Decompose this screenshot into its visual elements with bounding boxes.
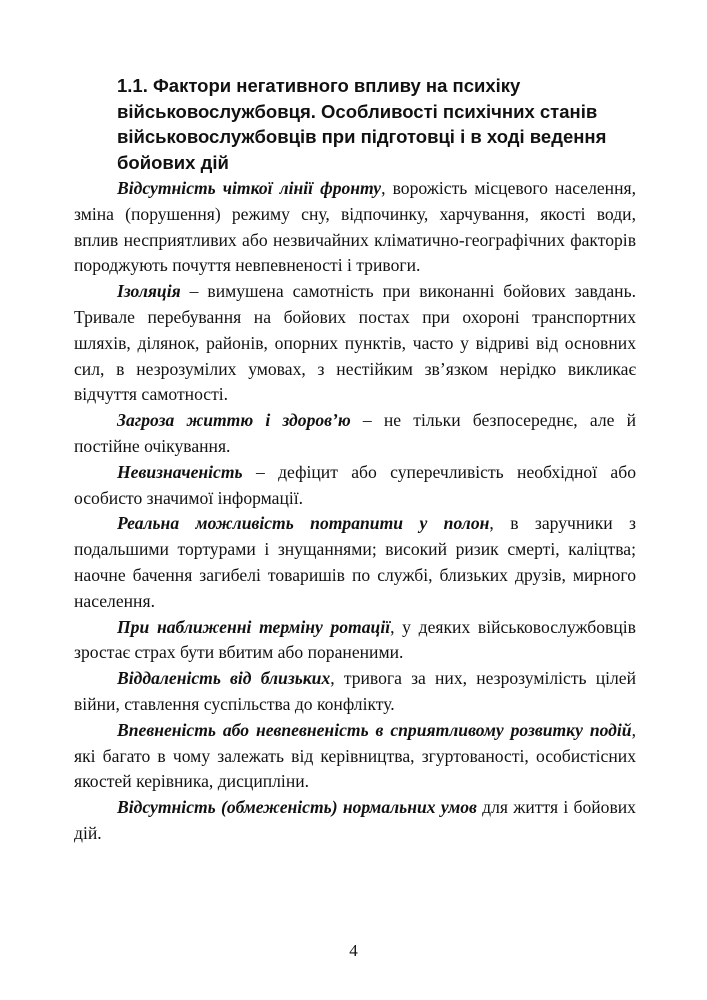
paragraph-term: При наближенні терміну ротації (117, 616, 391, 637)
paragraph-distance-from-family (74, 666, 636, 718)
paragraph-term: Ізоляція (117, 281, 181, 302)
paragraph-term: Віддаленість від близьких (117, 668, 331, 689)
paragraph-rotation (74, 615, 636, 667)
page-number: 4 (349, 941, 358, 960)
paragraph-text: , тривога за них, незрозумілість цілей війни, ставлення суспільства до конфлікту. (74, 668, 636, 714)
paragraph-text: для життя і бойових дій. (74, 797, 636, 843)
paragraph-isolation (74, 279, 636, 408)
paragraph-term: Відсутність чіткої лінії фронту (117, 178, 382, 198)
paragraph-term: Загроза життю і здоров’ю (117, 410, 351, 431)
paragraph-uncertainty (74, 460, 636, 512)
paragraph-text: – дефіцит або суперечливість необхідної або особисто значимої інформації. (74, 461, 636, 508)
paragraph-captivity (74, 511, 636, 614)
paragraph-text: , у деяких військовослужбовців зростає страх бути вбитим або пораненими. (74, 616, 636, 663)
paragraph-text: – вимушена самотність при виконанні бойових завдань. Тривале перебування на бойових постах при охороні транспортних шляхів, ділянок, районів, опорних пунктів, часто у відриві від основних сил, в незрозумілих умовах, з нестійким зв’язком нерідко викликає відчуття самотності. (74, 281, 636, 405)
paragraph-confidence (74, 718, 636, 795)
section-heading: 1.1. Фактори негативного впливу на психіку військовослужбовця. Особливості психічних станів військовослужбовців при підготовці і в ході ведення бойових дій (117, 75, 607, 173)
paragraph-no-front-line (74, 176, 636, 279)
paragraph-text: , які багато в чому залежать від керівництва, згуртованості, особистісних якостей керівника, дисципліни. (74, 719, 636, 792)
paragraph-text: , ворожість місцевого населення, зміна (порушення) режиму сну, відпочинку, харчування, якості води, вплив несприятливих або незвичайних кліматично-географічних факторів породжують почуття невпевненості і тривоги. (74, 178, 636, 276)
paragraph-term: Невизначеність (117, 461, 243, 482)
paragraph-term: Впевненість або невпевненість в сприятливому розвитку подій (117, 719, 632, 740)
paragraph-text: , в заручники з подальшими тортурами і знущаннями; високий ризик смерті, каліцтва; наочне бачення загибелі товаришів по службі, близьких друзів, мирного населення. (74, 513, 636, 611)
body-text (74, 176, 636, 847)
paragraph-text: – не тільки безпосереднє, але й постійне очікування. (74, 410, 636, 456)
paragraph-lack-of-conditions (74, 795, 636, 847)
paragraph-threat-to-life (74, 408, 636, 460)
paragraph-term: Реальна можливість потрапити у полон (117, 513, 490, 534)
paragraph-term: Відсутність (обмеженість) нормальних умов (117, 797, 477, 818)
